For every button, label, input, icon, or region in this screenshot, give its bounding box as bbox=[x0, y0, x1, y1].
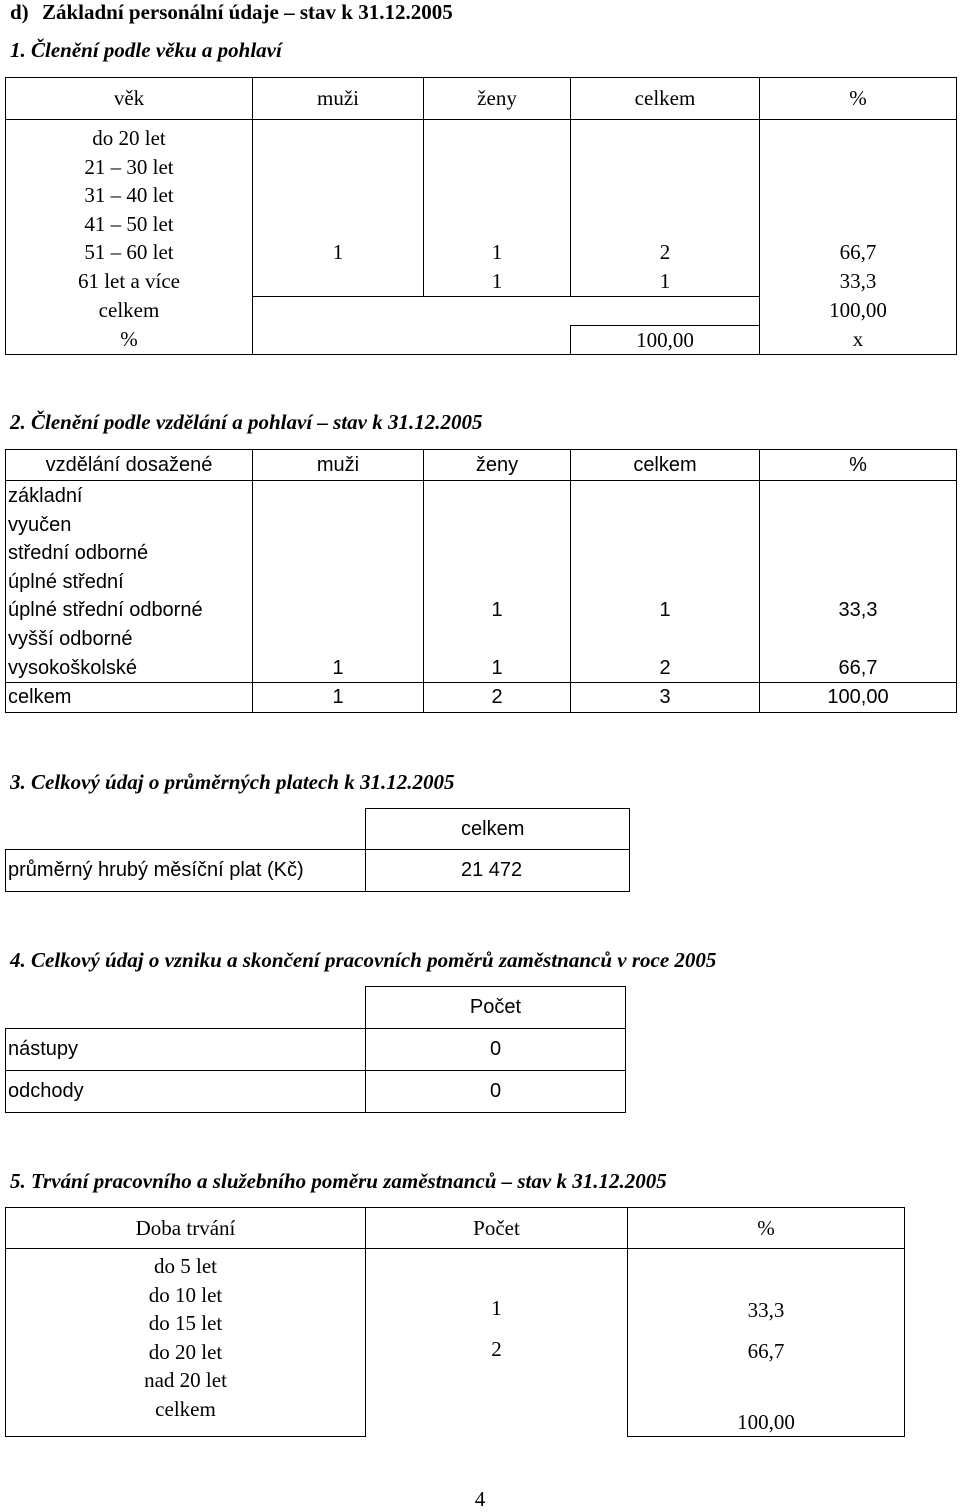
t5-duration: do 10 let bbox=[148, 1282, 223, 1307]
t5-duration: nad 20 let bbox=[144, 1368, 227, 1393]
t2-women bbox=[424, 539, 570, 568]
t2-men bbox=[253, 625, 423, 654]
t5-count: 2 bbox=[491, 1337, 502, 1361]
t1-women: 1 bbox=[491, 268, 503, 293]
t2-pct bbox=[760, 482, 956, 511]
employment-changes-table bbox=[5, 986, 626, 1113]
t1-pct bbox=[760, 210, 956, 239]
t5-sum-label: celkem bbox=[155, 1396, 216, 1421]
t5-pct: 66,7 bbox=[747, 1339, 785, 1363]
t1-header-total: celkem bbox=[571, 78, 760, 120]
section-heading bbox=[10, 0, 453, 25]
t1-total bbox=[571, 210, 759, 239]
t2-sum-pct: 100,00 bbox=[760, 683, 957, 713]
t1-pct-total: 100,00 bbox=[571, 325, 760, 355]
t1-sum-pct: 100,00 bbox=[760, 296, 957, 325]
t2-men-col bbox=[253, 481, 424, 683]
t1-age: 51 – 60 let bbox=[84, 240, 174, 265]
t2-pct-col bbox=[760, 481, 957, 683]
t4-row-label: nástupy bbox=[6, 1029, 366, 1071]
t5-sum-pct: 100,00 bbox=[737, 1410, 795, 1434]
t4-row-value: 0 bbox=[366, 1071, 626, 1113]
t5-durations bbox=[6, 1249, 366, 1437]
t2-total bbox=[571, 625, 759, 654]
t2-sum-women: 2 bbox=[424, 683, 571, 713]
t2-sum-label: celkem bbox=[6, 683, 253, 713]
t2-level: úplné střední bbox=[8, 570, 124, 593]
salary-table bbox=[5, 808, 630, 892]
t2-header-education: vzdělání dosažené bbox=[6, 450, 253, 481]
t2-men: 1 bbox=[332, 656, 344, 679]
t2-women bbox=[424, 625, 570, 654]
t2-total bbox=[571, 568, 759, 597]
t2-level: střední odborné bbox=[8, 542, 149, 565]
t1-sum-label: celkem bbox=[6, 296, 253, 325]
t1-total-col bbox=[571, 120, 760, 297]
t2-women bbox=[424, 482, 570, 511]
t2-header-pct: % bbox=[760, 450, 957, 481]
t1-men: 1 bbox=[332, 240, 344, 265]
t1-men bbox=[253, 210, 423, 239]
t1-age-groups bbox=[6, 120, 253, 297]
t2-sum-total: 3 bbox=[571, 683, 760, 713]
t2-total: 1 bbox=[659, 599, 671, 622]
t2-women bbox=[424, 568, 570, 597]
t5-count: 1 bbox=[491, 1296, 502, 1320]
education-gender-table bbox=[5, 449, 957, 713]
t4-row-label: odchody bbox=[6, 1071, 366, 1113]
t5-header-pct: % bbox=[628, 1208, 905, 1249]
page-number: 4 bbox=[474, 1487, 486, 1511]
t5-header-duration: Doba trvání bbox=[6, 1208, 366, 1249]
t1-women bbox=[424, 181, 570, 210]
t2-women-col bbox=[424, 481, 571, 683]
t1-women bbox=[424, 124, 570, 153]
t1-age: do 20 let bbox=[92, 126, 166, 150]
t1-women: 1 bbox=[491, 240, 503, 265]
t2-pct: 33,3 bbox=[838, 599, 878, 622]
t2-pct bbox=[760, 625, 956, 654]
t5-duration: do 20 let bbox=[148, 1339, 223, 1364]
t2-pct bbox=[760, 568, 956, 597]
t2-pct bbox=[760, 539, 956, 568]
t1-total bbox=[571, 153, 759, 182]
t1-age: 31 – 40 let bbox=[84, 183, 174, 208]
t3-value: 21 472 bbox=[366, 850, 630, 892]
t2-header-women: ženy bbox=[424, 450, 571, 481]
t1-age: 21 – 30 let bbox=[84, 154, 174, 179]
t1-pct bbox=[760, 153, 956, 182]
t1-pct-col bbox=[760, 120, 957, 297]
t2-total-col bbox=[571, 481, 760, 683]
t1-age: 41 – 50 let bbox=[84, 211, 174, 236]
t2-header-total: celkem bbox=[571, 450, 760, 481]
t2-men bbox=[253, 539, 423, 568]
table2-heading: 2. Členění podle vzdělání a pohlaví – stav k 31.12.2005 bbox=[10, 410, 483, 434]
t5-duration: do 5 let bbox=[154, 1254, 217, 1278]
section-title: Základní personální údaje – stav k 31.12.2005 bbox=[41, 0, 453, 24]
t2-pct bbox=[760, 511, 956, 540]
t1-men bbox=[253, 124, 423, 153]
t2-men bbox=[253, 511, 423, 540]
t3-col-header: celkem bbox=[366, 809, 630, 850]
t5-pcts bbox=[628, 1249, 905, 1437]
t1-men bbox=[253, 153, 423, 182]
t2-level: vyšší odborné bbox=[8, 627, 133, 650]
t1-men-col bbox=[253, 120, 424, 297]
t2-total bbox=[571, 511, 759, 540]
t5-pct: 33,3 bbox=[747, 1298, 785, 1322]
t1-header-age: věk bbox=[6, 78, 253, 120]
t1-pct-x: x bbox=[760, 325, 957, 355]
t2-header-men: muži bbox=[253, 450, 424, 481]
t2-level: vysokoškolské bbox=[8, 656, 137, 679]
t2-women: 1 bbox=[491, 599, 503, 622]
t2-level: základní bbox=[8, 485, 83, 507]
t4-row-value: 0 bbox=[366, 1029, 626, 1071]
t5-duration: do 15 let bbox=[148, 1311, 223, 1336]
t1-men bbox=[253, 181, 423, 210]
section-letter: d) bbox=[10, 0, 29, 24]
t1-women-col bbox=[424, 120, 571, 297]
t2-women bbox=[424, 511, 570, 540]
age-gender-table bbox=[5, 77, 957, 355]
t2-men bbox=[253, 568, 423, 597]
table4-heading: 4. Celkový údaj o vzniku a skončení pracovních poměrů zaměstnanců v roce 2005 bbox=[10, 948, 717, 972]
t2-men bbox=[253, 482, 423, 511]
t1-total bbox=[571, 124, 759, 153]
t1-header-men: muži bbox=[253, 78, 424, 120]
t1-pct bbox=[760, 181, 956, 210]
t1-men bbox=[253, 267, 423, 296]
t2-total: 2 bbox=[659, 656, 671, 679]
t1-header-women: ženy bbox=[424, 78, 571, 120]
table5-heading: 5. Trvání pracovního a služebního poměru zaměstnanců – stav k 31.12.2005 bbox=[10, 1169, 667, 1193]
t1-total: 2 bbox=[659, 240, 671, 265]
t1-pct: 33,3 bbox=[839, 268, 877, 293]
t1-pct bbox=[760, 124, 956, 153]
t1-header-pct: % bbox=[760, 78, 957, 120]
t2-level: vyučen bbox=[8, 513, 72, 536]
t1-total: 1 bbox=[659, 268, 671, 293]
t2-total bbox=[571, 482, 759, 511]
t2-pct: 66,7 bbox=[838, 656, 878, 679]
t1-pct: 66,7 bbox=[839, 240, 877, 265]
t4-col-header: Počet bbox=[366, 987, 626, 1029]
t2-women: 1 bbox=[491, 656, 503, 679]
t3-row-label: průměrný hrubý měsíční plat (Kč) bbox=[6, 850, 366, 892]
t5-counts bbox=[366, 1249, 628, 1437]
t1-pct-label: % bbox=[6, 325, 253, 355]
employment-duration-table bbox=[5, 1207, 905, 1437]
table1-heading: 1. Členění podle věku a pohlaví bbox=[10, 38, 282, 62]
t1-age: 61 let a více bbox=[77, 268, 181, 293]
t2-men bbox=[253, 596, 423, 625]
t2-level: úplné střední odborné bbox=[8, 599, 203, 622]
t1-women bbox=[424, 153, 570, 182]
t1-women bbox=[424, 210, 570, 239]
t5-header-count: Počet bbox=[366, 1208, 628, 1249]
t2-sum-men: 1 bbox=[253, 683, 424, 713]
t1-total bbox=[571, 181, 759, 210]
t2-levels bbox=[6, 481, 253, 683]
table3-heading: 3. Celkový údaj o průměrných platech k 31.12.2005 bbox=[10, 770, 455, 794]
t2-total bbox=[571, 539, 759, 568]
